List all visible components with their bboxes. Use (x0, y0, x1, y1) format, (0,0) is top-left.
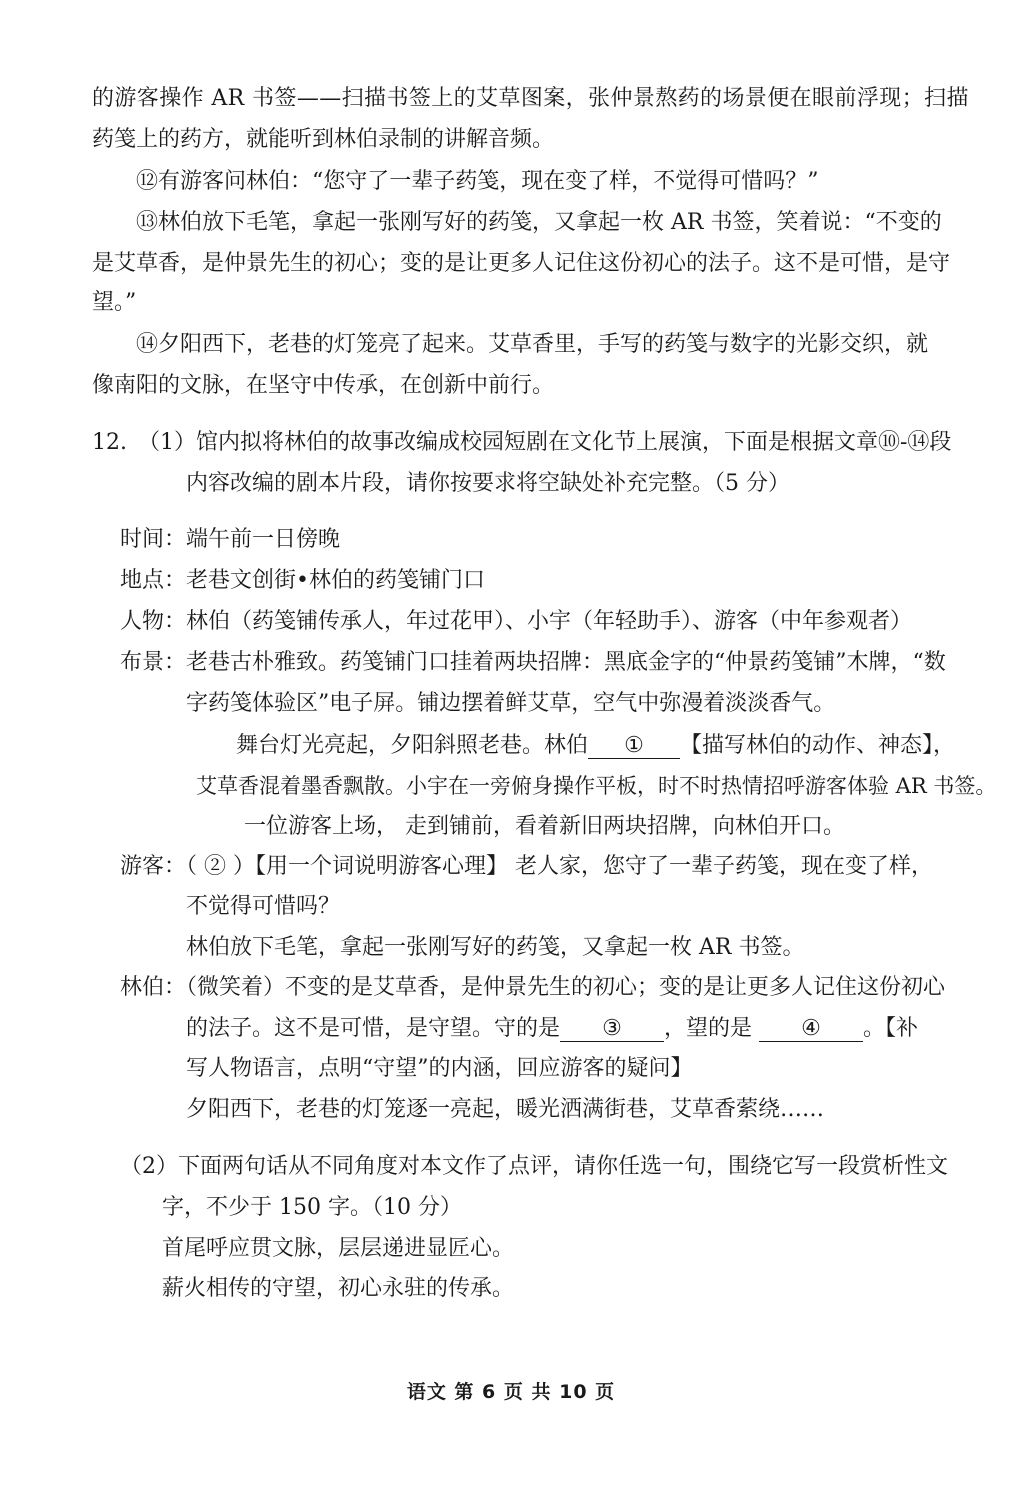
script-characters: 人物：林伯（药笺铺传承人，年过花甲）、小宇（年轻助手）、游客（中年参观者） (120, 609, 913, 634)
paragraph-13-cont: 望。” (92, 290, 137, 315)
script-set: 布景：老巷古朴雅致。药笺铺门口挂着两块招牌：黑底金字的“仲景药笺铺”木牌，“数 (120, 650, 946, 675)
comment-option-1: 首尾呼应贯文脉，层层递进显匠心。 (162, 1236, 515, 1261)
stage-direction: 一位游客上场， 走到铺前，看着新旧两块招牌，向林伯开口。 (244, 814, 845, 839)
linbo-text: 的法子。这不是可惜，是守望。守的是 (186, 1016, 561, 1041)
question-12-1-prompt: （1）馆内拟将林伯的故事改编成校园短剧在文化节上展演，下面是根据文章⑩-⑭段 (138, 430, 952, 455)
blank-4: ④ (759, 1017, 863, 1042)
paragraph-12: ⑫有游客问林伯：“您守了一辈子药笺，现在变了样，不觉得可惜吗？” (136, 169, 819, 194)
question-12-1-prompt-cont: 内容改编的剧本片段，请你按要求将空缺处补充完整。（5 分） (186, 471, 790, 496)
linbo-line-cont (186, 1013, 918, 1045)
passage-line: 的游客操作 AR 书签——扫描书签上的艾草图案，张仲景熬药的场景便在眼前浮现；扫描 (92, 86, 969, 111)
visitor-line: 游客：（ ② ）【用一个词说明游客心理】 老人家，您守了一辈子药笺，现在变了样， (120, 854, 933, 879)
paragraph-14: ⑭夕阳西下，老巷的灯笼亮了起来。艾草香里，手写的药笺与数字的光影交织，就 (136, 332, 929, 357)
linbo-text: 。【补 (863, 1016, 919, 1041)
script-time: 时间：端午前一日傍晚 (120, 527, 341, 552)
stage-direction-text: 舞台灯光亮起，夕阳斜照老巷。林伯 (236, 733, 589, 758)
linbo-line: 林伯：（微笑着）不变的是艾草香，是仲景先生的初心；变的是让更多人记住这份初心 (120, 975, 946, 1000)
blank-1: ① (588, 734, 680, 759)
stage-direction (236, 730, 955, 762)
stage-direction: 艾草香混着墨香飘散。小宇在一旁俯身操作平板，时不时热情招呼游客体验 AR 书签。 (196, 774, 997, 798)
passage-line: 药笺上的药方，就能听到林伯录制的讲解音频。 (92, 127, 555, 152)
linbo-text: ，望的是 (664, 1016, 760, 1041)
question-12-2-prompt: （2）下面两句话从不同角度对本文作了点评，请你任选一句，围绕它写一段赏析性文 (120, 1154, 948, 1179)
question-number: 12. (92, 430, 127, 455)
stage-direction-text: 【描写林伯的动作、神态】， (680, 733, 956, 758)
question-12-2-prompt-cont: 字，不少于 150 字。（10 分） (162, 1195, 462, 1220)
paragraph-14-cont: 像南阳的文脉，在坚守中传承，在创新中前行。 (92, 373, 555, 398)
script-place: 地点：老巷文创街•林伯的药笺铺门口 (120, 568, 485, 593)
script-set-cont: 字药笺体验区”电子屏。铺边摆着鲜艾草，空气中弥漫着淡淡香气。 (186, 691, 836, 716)
stage-direction: 夕阳西下，老巷的灯笼逐一亮起，暖光洒满街巷，艾草香萦绕…… (186, 1097, 825, 1122)
comment-option-2: 薪火相传的守望，初心永驻的传承。 (162, 1276, 515, 1301)
visitor-line-cont: 不觉得可惜吗？ (186, 894, 341, 919)
stage-direction: 林伯放下毛笔，拿起一张刚写好的药笺，又拿起一枚 AR 书签。 (186, 935, 805, 960)
blank-3: ③ (560, 1017, 664, 1042)
page-footer: 语文 第 6 页 共 10 页 (406, 1381, 616, 1403)
paragraph-13: ⑬林伯放下毛笔，拿起一张刚写好的药笺，又拿起一枚 AR 书签，笑着说：“不变的 (136, 210, 942, 235)
linbo-line-cont: 写人物语言，点明“守望”的内涵，回应游客的疑问】 (186, 1056, 693, 1081)
paragraph-13-cont: 是艾草香，是仲景先生的初心；变的是让更多人记住这份初心的法子。这不是可惜，是守 (92, 251, 951, 276)
